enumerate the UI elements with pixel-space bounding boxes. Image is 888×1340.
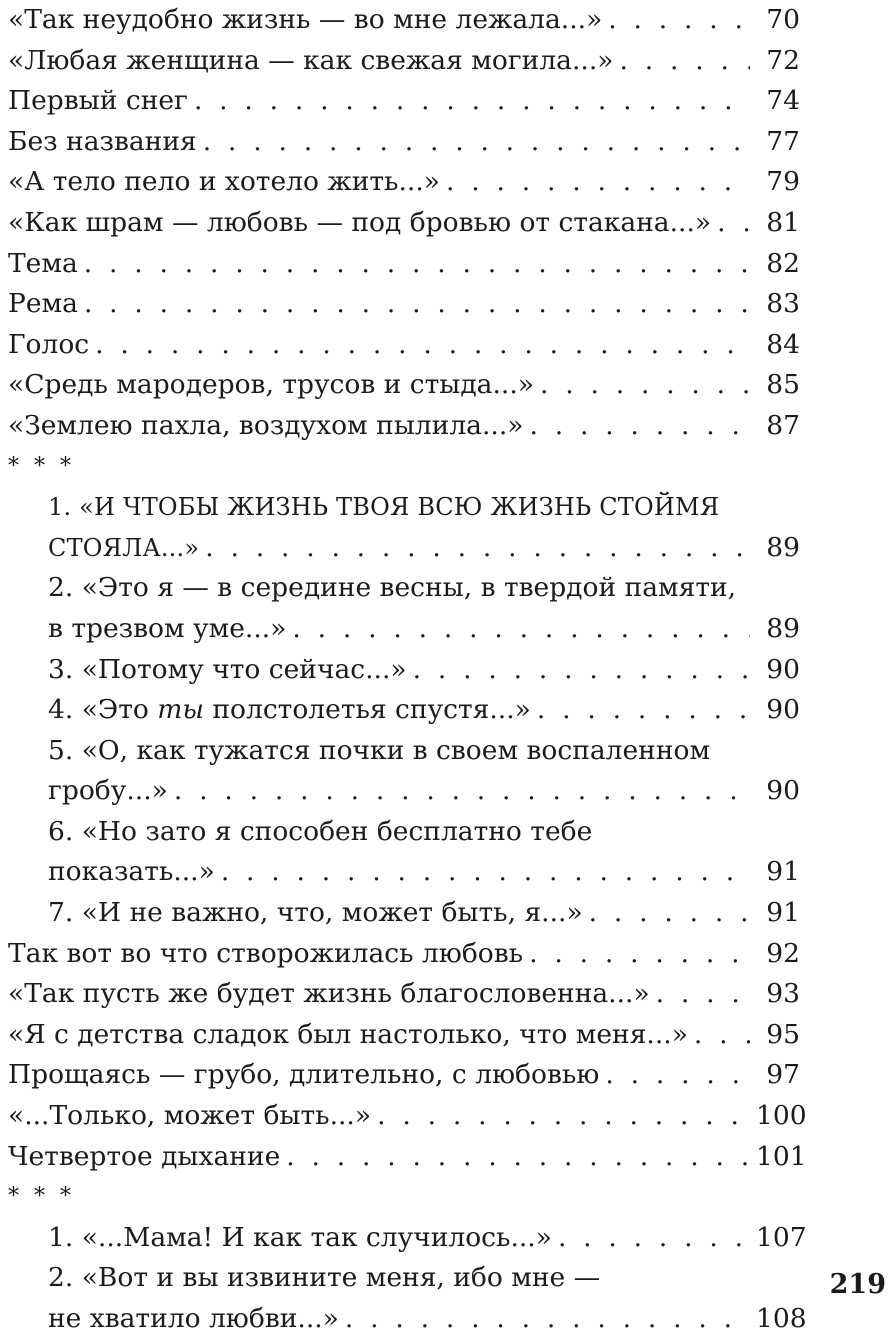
entry-title: 7. «И не важно, что, может быть, я...» xyxy=(48,897,583,929)
dot-leader xyxy=(605,1055,750,1096)
toc-entry xyxy=(8,1137,807,1178)
entry-title: «...Только, может быть...» xyxy=(8,1100,372,1132)
toc-entry xyxy=(8,1015,800,1056)
dot-leader xyxy=(589,893,750,934)
entry-title: Так вот во что створожилась любовь xyxy=(8,937,524,969)
title-part: 4. «Это xyxy=(48,694,158,726)
toc-entry xyxy=(8,934,800,975)
toc-entry xyxy=(8,406,800,447)
section-separator: * * * xyxy=(8,453,75,479)
entry-title: «Так пусть же будет жизнь благословенна...» xyxy=(8,978,650,1010)
title-part: полстолетья спустя...» xyxy=(203,694,531,726)
dot-leader xyxy=(95,325,750,366)
dot-leader xyxy=(292,609,750,650)
dot-leader xyxy=(286,1137,750,1178)
toc-entry xyxy=(8,974,800,1015)
dot-leader xyxy=(413,650,750,691)
entry-title-line: в трезвом уме...» xyxy=(48,612,287,644)
dot-leader xyxy=(529,406,750,447)
toc-subentry xyxy=(8,528,800,569)
entry-page: 90 xyxy=(766,775,800,807)
toc-entry xyxy=(8,41,800,82)
toc-entry xyxy=(8,162,800,203)
entry-title xyxy=(48,690,531,731)
toc-entry xyxy=(8,284,800,325)
dot-leader xyxy=(608,0,750,41)
toc-entry xyxy=(8,122,800,163)
title-emphasis: ты xyxy=(157,694,204,726)
entry-title: Без названия xyxy=(8,125,197,157)
entry-page: 92 xyxy=(766,937,800,969)
entry-page: 101 xyxy=(756,1140,807,1172)
toc-entry xyxy=(8,0,800,41)
entry-page: 74 xyxy=(766,85,800,117)
entry-page: 70 xyxy=(766,4,800,35)
dot-leader xyxy=(717,203,750,244)
entry-title: Тема xyxy=(8,247,78,279)
entry-title-line: гробу...» xyxy=(48,775,168,807)
page-number: 219 xyxy=(829,1269,886,1300)
toc-entry xyxy=(8,1055,800,1096)
dot-leader xyxy=(221,852,750,893)
entry-title: 3. «Потому что сейчас...» xyxy=(48,653,407,685)
table-of-contents xyxy=(8,0,807,1340)
entry-title-line: 6. «Но зато я способен бесплатно тебе xyxy=(48,815,593,847)
entry-title: Рема xyxy=(8,288,78,320)
entry-title-line: 5. «О, как тужатся почки в своем воспаленном xyxy=(48,734,711,766)
entry-title: 1. «...Мама! И как так случилось...» xyxy=(48,1221,552,1253)
entry-title-line: 1. «И ЧТОБЫ ЖИЗНЬ ТВОЯ ВСЮ ЖИЗНЬ СТОЙМЯ xyxy=(48,493,720,522)
entry-page: 100 xyxy=(756,1100,807,1132)
toc-entry xyxy=(8,81,800,122)
entry-page: 81 xyxy=(766,206,800,238)
entry-title-line: 2. «Это я — в середине весны, в твердой памяти, xyxy=(48,572,737,604)
entry-page: 97 xyxy=(766,1059,800,1091)
entry-title: «Любая женщина — как свежая могила...» xyxy=(8,44,614,76)
entry-title: «Как шрам — любовь — под бровью от стакана...» xyxy=(8,206,712,238)
toc-subentry xyxy=(8,1299,807,1340)
entry-title: Первый снег xyxy=(8,85,188,117)
section-separator: * * * xyxy=(8,1184,75,1210)
entry-page: 85 xyxy=(766,369,800,401)
entry-page: 82 xyxy=(766,247,800,279)
entry-page: 72 xyxy=(766,44,800,76)
entry-page: 83 xyxy=(766,288,800,320)
toc-subentry xyxy=(8,893,800,934)
dot-leader xyxy=(446,162,750,203)
toc-entry xyxy=(8,365,800,406)
entry-title: «Так неудобно жизнь — во мне лежала...» xyxy=(8,4,603,35)
entry-page: 90 xyxy=(766,694,800,726)
toc-entry xyxy=(8,203,800,244)
entry-page: 89 xyxy=(766,612,800,644)
dot-leader xyxy=(619,41,750,82)
entry-page: 77 xyxy=(766,125,800,157)
toc-subentry xyxy=(8,771,800,812)
entry-page: 84 xyxy=(766,328,800,360)
entry-title: Четвертое дыхание xyxy=(8,1140,281,1172)
toc-subentry xyxy=(8,650,800,691)
entry-page: 79 xyxy=(766,166,800,198)
toc-entry xyxy=(8,325,800,366)
toc-entry xyxy=(8,244,800,285)
entry-page: 93 xyxy=(766,978,800,1010)
dot-leader xyxy=(694,1015,750,1056)
entry-page: 107 xyxy=(756,1221,807,1253)
entry-title: «Землею пахла, воздухом пылила...» xyxy=(8,409,524,441)
dot-leader xyxy=(529,934,750,975)
dot-leader xyxy=(84,244,750,285)
entry-title: «А тело пело и хотело жить...» xyxy=(8,166,440,198)
entry-page: 89 xyxy=(766,531,800,563)
entry-page: 90 xyxy=(766,653,800,685)
dot-leader xyxy=(205,528,750,569)
entry-title-line: 2. «Вот и вы извините меня, ибо мне — xyxy=(48,1262,601,1294)
dot-leader xyxy=(345,1299,750,1340)
toc-subentry xyxy=(8,609,800,650)
dot-leader xyxy=(377,1096,750,1137)
entry-title: «Я с детства сладок был настолько, что меня...» xyxy=(8,1018,688,1050)
dot-leader xyxy=(174,771,750,812)
toc-entry xyxy=(8,1096,807,1137)
toc-subentry xyxy=(8,852,800,893)
dot-leader xyxy=(537,690,750,731)
dot-leader xyxy=(84,284,750,325)
entry-page: 108 xyxy=(756,1303,807,1334)
dot-leader xyxy=(656,974,750,1015)
dot-leader xyxy=(203,122,750,163)
dot-leader xyxy=(194,81,750,122)
entry-title-line: не хватило любви...» xyxy=(48,1303,339,1334)
entry-title: Прощаясь — грубо, длительно, с любовью xyxy=(8,1059,600,1091)
entry-page: 91 xyxy=(766,897,800,929)
toc-subentry xyxy=(8,690,800,731)
entry-page: 87 xyxy=(766,409,800,441)
entry-page: 95 xyxy=(766,1018,800,1050)
entry-title: «Средь мародеров, трусов и стыда...» xyxy=(8,369,534,401)
entry-title: Голос xyxy=(8,328,90,360)
entry-title-line: показать...» xyxy=(48,856,215,888)
entry-page: 91 xyxy=(766,856,800,888)
dot-leader xyxy=(540,365,750,406)
toc-subentry xyxy=(8,1218,807,1259)
entry-title-line: СТОЯЛА...» xyxy=(48,533,200,562)
dot-leader xyxy=(558,1218,750,1259)
